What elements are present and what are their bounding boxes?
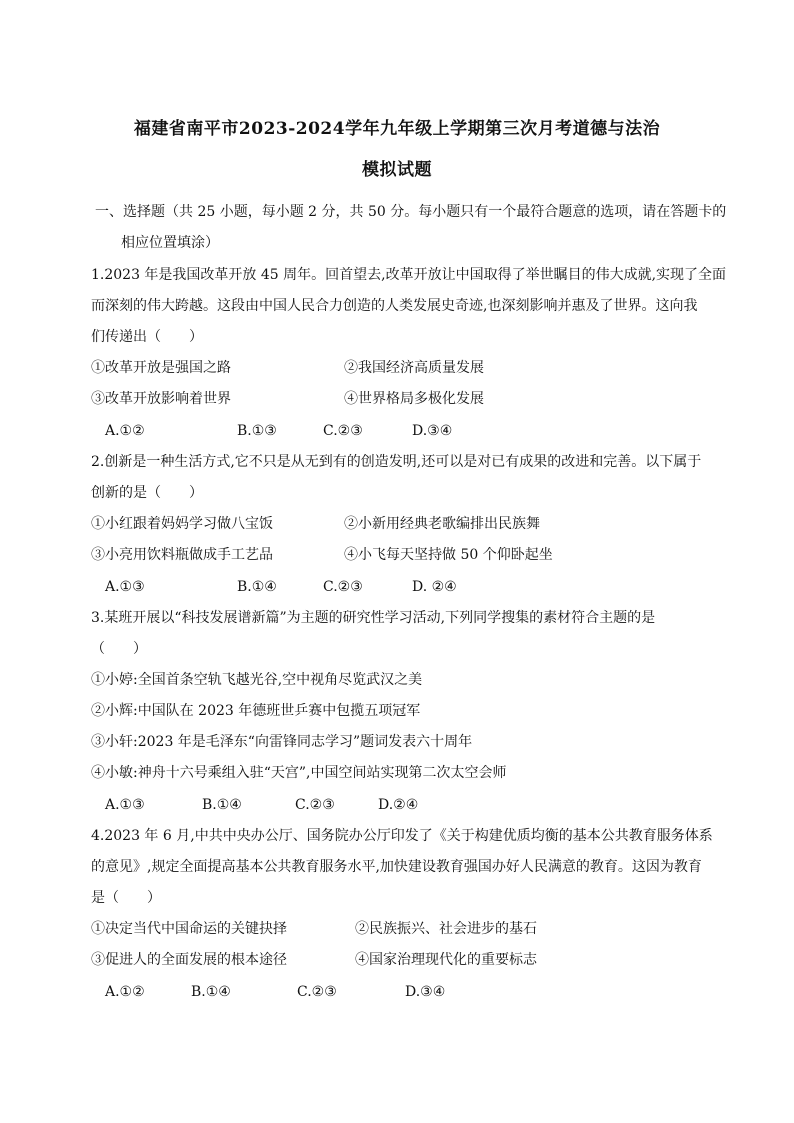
q2-option-2: ②小新用经典老歌编排出民族舞 [344,516,540,532]
q1-answer-c: C.②③ [323,423,363,439]
q3-option-4: ④小敏:神舟十六号乘组入驻“天宫”,中国空间站实现第二次太空会师 [91,765,507,781]
q2-answer-d: D. ②④ [412,579,457,595]
q4-option-3: ③促进人的全面发展的根本途径 [91,952,287,968]
q4-answer-b: B.①④ [191,984,231,1000]
q2-stem-line1: 2.创新是一种生活方式,它不只是从无到有的创造发明,还可以是对已有成果的改进和完善。以下属于 [91,454,702,470]
q1-option-4: ④世界格局多极化发展 [344,391,484,407]
q2-answer-b: B.①④ [237,579,277,595]
q2-option-4: ④小飞每天坚持做 50 个仰卧起坐 [344,547,553,563]
q1-answer-a: A.①② [105,423,145,439]
q2-option-3: ③小亮用饮料瓶做成手工艺品 [91,547,273,563]
q3-option-1: ①小婷:全国首条空轨飞越光谷,空中视角尽览武汉之美 [91,672,423,688]
q4-stem-line3: 是（ ） [91,890,161,906]
q1-stem-line1: 1.2023 年是我国改革开放 45 周年。回首望去,改革开放让中国取得了举世瞩目的伟大成就,实现了全面 [91,267,727,283]
q2-stem-line2: 创新的是（ ） [91,485,203,501]
q1-answer-b: B.①③ [237,423,277,439]
q4-option-2: ②民族振兴、社会进步的基石 [355,921,537,937]
q4-option-1: ①决定当代中国命运的关键抉择 [91,921,287,937]
q4-stem-line2: 的意见》,规定全面提高基本公共教育服务水平,加快建设教育强国办好人民满意的教育。这因为教育 [91,859,702,875]
q1-answer-d: D.③④ [412,423,453,439]
q4-answer-c: C.②③ [297,984,337,1000]
q3-option-2: ②小辉:中国队在 2023 年德班世乒赛中包揽五项冠军 [91,703,421,719]
q1-stem-line3: 们传递出（ ） [91,329,203,345]
q1-option-2: ②我国经济高质量发展 [344,360,484,376]
section-instructions-line1: 一、选择题（共 25 小题，每小题 2 分，共 50 分。每小题只有一个最符合题意的选项，请在答题卡的 [95,204,727,220]
page-subtitle: 模拟试题 [362,160,432,180]
q3-answer-d: D.②④ [378,797,419,813]
q4-stem-line1: 4.2023 年 6 月,中共中央办公厅、国务院办公厅印发了《关于构建优质均衡的基本公共教育服务体系 [91,828,713,844]
q3-stem-line2: （ ） [91,641,147,657]
q3-answer-b: B.①④ [202,797,242,813]
q2-answer-c: C.②③ [323,579,363,595]
q2-answer-a: A.①③ [105,579,145,595]
q3-answer-c: C.②③ [295,797,335,813]
page-title: 福建省南平市2023-2024学年九年级上学期第三次月考道德与法治 [133,119,661,139]
q1-stem-line2: 而深刻的伟大跨越。这段由中国人民合力创造的人类发展史奇迹,也深刻影响并惠及了世界。这向我 [91,298,698,314]
q4-answer-d: D.③④ [405,984,446,1000]
q2-option-1: ①小红跟着妈妈学习做八宝饭 [91,516,273,532]
q3-stem-line1: 3.某班开展以“科技发展谱新篇”为主题的研究性学习活动,下列同学搜集的素材符合主题的是 [91,610,656,626]
q4-option-4: ④国家治理现代化的重要标志 [355,952,537,968]
q4-answer-a: A.①② [105,984,145,1000]
q3-option-3: ③小轩:2023 年是毛泽东“向雷锋同志学习”题词发表六十周年 [91,734,473,750]
section-instructions-line2: 相应位置填涂） [121,235,219,251]
q3-answer-a: A.①③ [105,797,145,813]
q1-option-3: ③改革开放影响着世界 [91,391,231,407]
q1-option-1: ①改革开放是强国之路 [91,360,231,376]
